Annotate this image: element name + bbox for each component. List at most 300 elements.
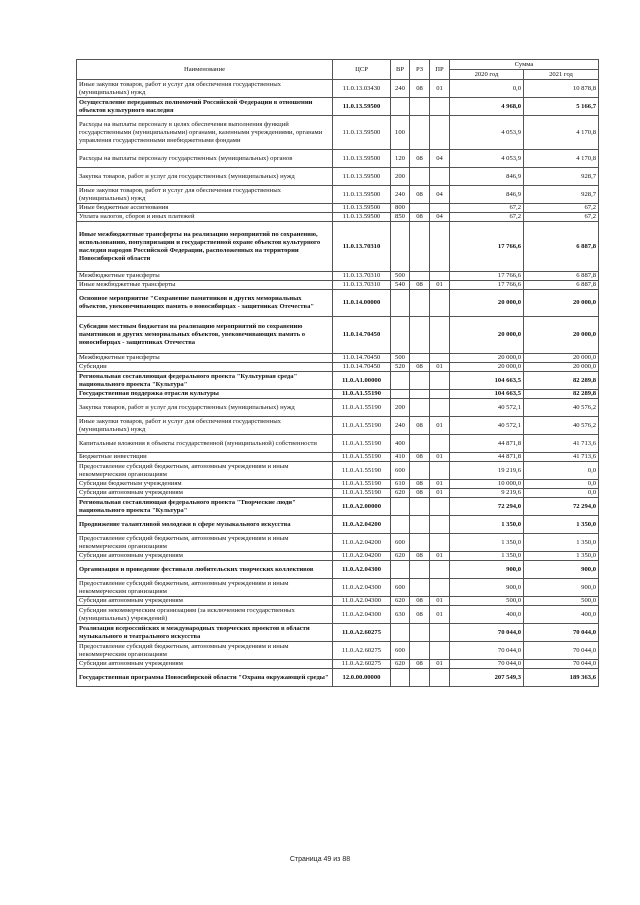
cell-sum-2020: 20 000,0	[450, 317, 524, 354]
cell-rz: 08	[410, 552, 430, 561]
cell-csr: 11.0.A2.60275	[333, 642, 391, 660]
cell-sum-2021: 41 713,6	[524, 453, 599, 462]
cell-sum-2020: 4 053,9	[450, 116, 524, 150]
table-row	[77, 116, 599, 150]
cell-vr: 600	[391, 579, 410, 597]
cell-pr	[430, 168, 450, 186]
cell-pr	[430, 354, 450, 363]
header-sum: Сумма	[450, 60, 599, 70]
cell-rz: 08	[410, 597, 430, 606]
cell-rz	[410, 462, 430, 480]
cell-pr	[430, 435, 450, 453]
cell-rz: 08	[410, 606, 430, 624]
cell-sum-2020: 1 350,0	[450, 552, 524, 561]
cell-sum-2021: 40 576,2	[524, 399, 599, 417]
cell-rz	[410, 116, 430, 150]
cell-pr: 01	[430, 552, 450, 561]
cell-sum-2021: 20 000,0	[524, 354, 599, 363]
cell-pr: 01	[430, 597, 450, 606]
cell-sum-2021: 10 878,8	[524, 80, 599, 98]
table-row	[77, 489, 599, 498]
cell-vr	[391, 317, 410, 354]
cell-csr: 11.0.14.70450	[333, 363, 391, 372]
cell-name: Продвижение талантливой молодежи в сфере музыкального искусства	[77, 516, 333, 534]
cell-name: Субсидии автономным учреждениям	[77, 597, 333, 606]
table-row	[77, 390, 599, 399]
cell-vr: 850	[391, 213, 410, 222]
cell-pr	[430, 642, 450, 660]
cell-sum-2020: 207 549,3	[450, 669, 524, 687]
cell-name: Предоставление субсидий бюджетным, автономным учреждениям и иным некоммерческим организациям	[77, 462, 333, 480]
cell-csr: 11.0.13.59500	[333, 116, 391, 150]
cell-sum-2020: 20 000,0	[450, 290, 524, 317]
cell-sum-2020: 40 572,1	[450, 417, 524, 435]
cell-vr	[391, 98, 410, 116]
cell-pr	[430, 498, 450, 516]
cell-sum-2020: 19 219,6	[450, 462, 524, 480]
table-row	[77, 204, 599, 213]
cell-name: Субсидии	[77, 363, 333, 372]
cell-csr: 11.0.A2.04300	[333, 561, 391, 579]
table-row	[77, 317, 599, 354]
cell-rz	[410, 372, 430, 390]
cell-sum-2020: 72 294,0	[450, 498, 524, 516]
cell-name: Субсидии автономным учреждениям	[77, 552, 333, 561]
cell-csr: 11.0.A2.00000	[333, 498, 391, 516]
cell-vr	[391, 372, 410, 390]
cell-rz: 08	[410, 489, 430, 498]
cell-name: Иные закупки товаров, работ и услуг для обеспечения государственных (муниципальных) нужд	[77, 186, 333, 204]
cell-rz	[410, 222, 430, 272]
cell-sum-2020: 20 000,0	[450, 363, 524, 372]
table-row	[77, 399, 599, 417]
cell-rz	[410, 669, 430, 687]
cell-vr: 620	[391, 660, 410, 669]
table-row	[77, 561, 599, 579]
cell-sum-2021: 0,0	[524, 489, 599, 498]
table-row	[77, 363, 599, 372]
cell-sum-2021: 82 289,8	[524, 372, 599, 390]
table-row	[77, 516, 599, 534]
cell-name: Иные закупки товаров, работ и услуг для обеспечения государственных (муниципальных) нужд	[77, 80, 333, 98]
budget-table	[76, 59, 599, 687]
cell-vr: 600	[391, 462, 410, 480]
table-row	[77, 579, 599, 597]
cell-vr: 540	[391, 281, 410, 290]
cell-sum-2020: 17 766,6	[450, 272, 524, 281]
cell-csr: 11.0.A2.04200	[333, 552, 391, 561]
cell-vr: 200	[391, 399, 410, 417]
cell-pr	[430, 624, 450, 642]
cell-pr	[430, 462, 450, 480]
cell-sum-2020: 846,9	[450, 168, 524, 186]
header-year-2021: 2021 год	[524, 70, 599, 80]
cell-sum-2021: 928,7	[524, 168, 599, 186]
cell-vr	[391, 669, 410, 687]
cell-csr: 11.0.A2.04300	[333, 579, 391, 597]
cell-vr: 630	[391, 606, 410, 624]
cell-rz	[410, 98, 430, 116]
table-row	[77, 624, 599, 642]
cell-sum-2021: 928,7	[524, 186, 599, 204]
cell-name: Государственная программа Новосибирской области "Охрана окружающей среды"	[77, 669, 333, 687]
cell-vr: 240	[391, 417, 410, 435]
cell-csr: 11.0.A1.55190	[333, 489, 391, 498]
header-vr: ВР	[391, 60, 410, 80]
cell-csr: 11.0.A1.55190	[333, 462, 391, 480]
cell-sum-2020: 10 000,0	[450, 480, 524, 489]
cell-rz: 08	[410, 417, 430, 435]
cell-csr: 11.0.13.59500	[333, 186, 391, 204]
cell-sum-2021: 20 000,0	[524, 290, 599, 317]
cell-pr: 01	[430, 480, 450, 489]
cell-sum-2020: 70 044,0	[450, 660, 524, 669]
cell-pr: 01	[430, 80, 450, 98]
cell-csr: 11.0.A2.04200	[333, 534, 391, 552]
cell-sum-2021: 900,0	[524, 579, 599, 597]
cell-csr: 11.0.14.70450	[333, 317, 391, 354]
cell-name: Расходы на выплаты персоналу государственных (муниципальных) органов	[77, 150, 333, 168]
table-row	[77, 534, 599, 552]
cell-vr: 610	[391, 480, 410, 489]
cell-sum-2021: 20 000,0	[524, 363, 599, 372]
table-row	[77, 435, 599, 453]
cell-name: Иные межбюджетные трансферты на реализацию мероприятий по сохранению, использованию, популяризации и государственной охране объектов культурного наследия народов Российской Федерации, расположенных на территории Новосибирской области	[77, 222, 333, 272]
cell-sum-2021: 41 713,6	[524, 435, 599, 453]
cell-sum-2020: 17 766,6	[450, 222, 524, 272]
cell-rz: 08	[410, 453, 430, 462]
cell-pr	[430, 579, 450, 597]
cell-name: Иные бюджетные ассигнования	[77, 204, 333, 213]
cell-csr: 11.0.13.59500	[333, 204, 391, 213]
cell-pr	[430, 222, 450, 272]
cell-sum-2020: 400,0	[450, 606, 524, 624]
cell-pr	[430, 669, 450, 687]
cell-sum-2020: 67,2	[450, 204, 524, 213]
cell-rz	[410, 534, 430, 552]
cell-pr	[430, 561, 450, 579]
cell-pr: 04	[430, 186, 450, 204]
cell-name: Организация и проведение фестиваля любительских творческих коллективов	[77, 561, 333, 579]
cell-sum-2021: 900,0	[524, 561, 599, 579]
table-row	[77, 498, 599, 516]
cell-sum-2020: 104 663,5	[450, 372, 524, 390]
cell-csr: 11.0.13.70310	[333, 222, 391, 272]
table-row	[77, 290, 599, 317]
cell-name: Иные межбюджетные трансферты	[77, 281, 333, 290]
cell-sum-2021: 70 044,0	[524, 660, 599, 669]
cell-vr	[391, 498, 410, 516]
cell-name: Уплата налогов, сборов и иных платежей	[77, 213, 333, 222]
cell-sum-2020: 67,2	[450, 213, 524, 222]
cell-sum-2020: 17 766,6	[450, 281, 524, 290]
cell-sum-2021: 189 363,6	[524, 669, 599, 687]
cell-csr: 11.0.A2.60275	[333, 624, 391, 642]
cell-sum-2021: 6 887,8	[524, 281, 599, 290]
cell-sum-2020: 846,9	[450, 186, 524, 204]
cell-sum-2020: 70 044,0	[450, 624, 524, 642]
cell-vr: 500	[391, 272, 410, 281]
cell-pr: 01	[430, 489, 450, 498]
cell-vr	[391, 561, 410, 579]
table-row	[77, 222, 599, 272]
cell-pr	[430, 516, 450, 534]
cell-rz	[410, 435, 430, 453]
table-row	[77, 213, 599, 222]
cell-vr: 100	[391, 116, 410, 150]
cell-pr	[430, 116, 450, 150]
cell-sum-2021: 1 350,0	[524, 534, 599, 552]
cell-pr	[430, 372, 450, 390]
cell-name: Субсидии местным бюджетам на реализацию мероприятий по сохранению памятников и других мемориальных объектов, увековечивающих память о новосибирцах - защитниках Отечества	[77, 317, 333, 354]
table-row	[77, 606, 599, 624]
table-row	[77, 597, 599, 606]
cell-vr: 620	[391, 552, 410, 561]
cell-csr: 11.0.A1.55190	[333, 399, 391, 417]
cell-rz	[410, 642, 430, 660]
cell-sum-2021: 20 000,0	[524, 317, 599, 354]
cell-csr: 11.0.13.59500	[333, 150, 391, 168]
cell-csr: 11.0.A2.04300	[333, 597, 391, 606]
cell-csr: 11.0.14.70450	[333, 354, 391, 363]
cell-csr: 11.0.A2.60275	[333, 660, 391, 669]
cell-vr: 600	[391, 642, 410, 660]
cell-sum-2020: 900,0	[450, 561, 524, 579]
cell-rz	[410, 498, 430, 516]
table-row	[77, 168, 599, 186]
cell-rz: 08	[410, 186, 430, 204]
cell-vr: 120	[391, 150, 410, 168]
cell-rz: 08	[410, 281, 430, 290]
cell-pr	[430, 317, 450, 354]
cell-sum-2021: 72 294,0	[524, 498, 599, 516]
cell-vr	[391, 624, 410, 642]
cell-pr	[430, 390, 450, 399]
cell-vr: 620	[391, 597, 410, 606]
table-body	[77, 80, 599, 687]
table-row	[77, 354, 599, 363]
cell-rz	[410, 390, 430, 399]
cell-vr	[391, 516, 410, 534]
cell-csr: 11.0.13.70310	[333, 281, 391, 290]
cell-vr: 800	[391, 204, 410, 213]
cell-rz: 08	[410, 80, 430, 98]
cell-sum-2021: 500,0	[524, 597, 599, 606]
table-row	[77, 642, 599, 660]
cell-csr: 11.0.A1.00000	[333, 372, 391, 390]
table-row	[77, 150, 599, 168]
cell-sum-2020: 1 350,0	[450, 516, 524, 534]
table-row	[77, 660, 599, 669]
cell-sum-2021: 67,2	[524, 204, 599, 213]
cell-rz: 08	[410, 150, 430, 168]
cell-csr: 11.0.A1.55190	[333, 390, 391, 399]
cell-csr: 11.0.13.59500	[333, 213, 391, 222]
cell-pr	[430, 399, 450, 417]
cell-name: Реализация всероссийских и международных творческих проектов в области музыкального и театрального искусства	[77, 624, 333, 642]
cell-name: Субсидии бюджетным учреждениям	[77, 480, 333, 489]
cell-sum-2020: 70 044,0	[450, 642, 524, 660]
cell-pr: 01	[430, 660, 450, 669]
table-row	[77, 186, 599, 204]
cell-name: Капитальные вложения в объекты государственной (муниципальной) собственности	[77, 435, 333, 453]
cell-rz	[410, 290, 430, 317]
cell-sum-2020: 500,0	[450, 597, 524, 606]
table-header	[77, 60, 599, 80]
table-row	[77, 417, 599, 435]
cell-sum-2021: 5 166,7	[524, 98, 599, 116]
cell-rz	[410, 516, 430, 534]
header-rz: РЗ	[410, 60, 430, 80]
cell-sum-2020: 1 350,0	[450, 534, 524, 552]
cell-vr: 240	[391, 186, 410, 204]
cell-name: Предоставление субсидий бюджетным, автономным учреждениям и иным некоммерческим организациям	[77, 534, 333, 552]
cell-vr: 200	[391, 168, 410, 186]
cell-sum-2021: 6 887,8	[524, 272, 599, 281]
cell-csr: 11.0.14.00000	[333, 290, 391, 317]
cell-csr: 11.0.A1.55190	[333, 453, 391, 462]
cell-pr	[430, 290, 450, 317]
cell-rz	[410, 624, 430, 642]
table-row	[77, 669, 599, 687]
cell-pr	[430, 534, 450, 552]
cell-sum-2020: 900,0	[450, 579, 524, 597]
cell-name: Субсидии автономным учреждениям	[77, 489, 333, 498]
cell-sum-2021: 1 350,0	[524, 516, 599, 534]
cell-vr	[391, 222, 410, 272]
cell-pr: 04	[430, 213, 450, 222]
cell-sum-2021: 4 170,8	[524, 150, 599, 168]
cell-sum-2020: 20 000,0	[450, 354, 524, 363]
table-row	[77, 552, 599, 561]
cell-sum-2020: 40 572,1	[450, 399, 524, 417]
cell-name: Государственная поддержка отрасли культуры	[77, 390, 333, 399]
table-row	[77, 98, 599, 116]
cell-name: Предоставление субсидий бюджетным, автономным учреждениям и иным некоммерческим организациям	[77, 642, 333, 660]
cell-name: Осуществление переданных полномочий Российской Федерации в отношении объектов культурного наследия	[77, 98, 333, 116]
cell-pr: 01	[430, 281, 450, 290]
cell-rz: 08	[410, 480, 430, 489]
cell-name: Субсидии автономным учреждениям	[77, 660, 333, 669]
cell-rz	[410, 168, 430, 186]
cell-vr	[391, 290, 410, 317]
cell-sum-2021: 67,2	[524, 213, 599, 222]
cell-rz	[410, 272, 430, 281]
cell-csr: 11.0.A1.55190	[333, 480, 391, 489]
cell-pr: 01	[430, 417, 450, 435]
cell-csr: 11.0.13.59500	[333, 98, 391, 116]
cell-sum-2021: 400,0	[524, 606, 599, 624]
cell-sum-2020: 104 663,5	[450, 390, 524, 399]
cell-sum-2021: 4 170,8	[524, 116, 599, 150]
cell-sum-2020: 4 053,9	[450, 150, 524, 168]
header-year-2020: 2020 год	[450, 70, 524, 80]
cell-csr: 11.0.A1.55190	[333, 435, 391, 453]
cell-sum-2020: 4 968,0	[450, 98, 524, 116]
cell-sum-2021: 82 289,8	[524, 390, 599, 399]
cell-name: Бюджетные инвестиции	[77, 453, 333, 462]
table-row	[77, 80, 599, 98]
cell-vr: 400	[391, 435, 410, 453]
cell-sum-2021: 70 044,0	[524, 642, 599, 660]
cell-name: Предоставление субсидий бюджетным, автономным учреждениям и иным некоммерческим организациям	[77, 579, 333, 597]
cell-vr: 500	[391, 354, 410, 363]
cell-sum-2020: 44 871,8	[450, 453, 524, 462]
cell-name: Межбюджетные трансферты	[77, 354, 333, 363]
cell-sum-2021: 70 044,0	[524, 624, 599, 642]
cell-name: Субсидии некоммерческим организациям (за исключением государственных (муниципальных) учреждений)	[77, 606, 333, 624]
cell-pr	[430, 204, 450, 213]
page-number: Страница 49 из 88	[289, 856, 351, 863]
cell-pr: 01	[430, 453, 450, 462]
cell-vr: 520	[391, 363, 410, 372]
cell-sum-2021: 0,0	[524, 480, 599, 489]
cell-rz	[410, 354, 430, 363]
cell-vr: 600	[391, 534, 410, 552]
cell-sum-2021: 0,0	[524, 462, 599, 480]
table-row	[77, 453, 599, 462]
cell-name: Региональная составляющая федерального проекта "Творческие люди" национального проекта "Культура"	[77, 498, 333, 516]
cell-rz: 08	[410, 213, 430, 222]
cell-name: Иные закупки товаров, работ и услуг для обеспечения государственных (муниципальных) нужд	[77, 417, 333, 435]
cell-pr: 01	[430, 363, 450, 372]
cell-vr: 410	[391, 453, 410, 462]
cell-vr: 240	[391, 80, 410, 98]
cell-name: Закупка товаров, работ и услуг для государственных (муниципальных) нужд	[77, 168, 333, 186]
cell-csr: 11.0.A2.04300	[333, 606, 391, 624]
cell-name: Основное мероприятие "Сохранение памятников и других мемориальных объектов, увековечивающих память о новосибирцах - защитниках Отечества"	[77, 290, 333, 317]
cell-pr	[430, 272, 450, 281]
cell-name: Расходы на выплаты персоналу в целях обеспечения выполнения функций государственными (муниципальными) органами, казенными учреждениями, органами управления государственными внебюджетными фондами	[77, 116, 333, 150]
cell-csr: 11.0.13.70310	[333, 272, 391, 281]
cell-name: Закупка товаров, работ и услуг для государственных (муниципальных) нужд	[77, 399, 333, 417]
cell-name: Межбюджетные трансферты	[77, 272, 333, 281]
header-pr: ПР	[430, 60, 450, 80]
cell-vr: 620	[391, 489, 410, 498]
header-csr: ЦСР	[333, 60, 391, 80]
cell-rz: 08	[410, 363, 430, 372]
cell-pr	[430, 98, 450, 116]
cell-pr: 01	[430, 606, 450, 624]
cell-csr: 12.0.00.00000	[333, 669, 391, 687]
cell-sum-2021: 40 576,2	[524, 417, 599, 435]
cell-rz	[410, 579, 430, 597]
cell-rz	[410, 561, 430, 579]
header-name: Наименование	[77, 60, 333, 80]
cell-rz: 08	[410, 660, 430, 669]
cell-rz	[410, 399, 430, 417]
cell-rz	[410, 204, 430, 213]
cell-csr: 11.0.13.03430	[333, 80, 391, 98]
table-row	[77, 480, 599, 489]
table-row	[77, 272, 599, 281]
cell-sum-2020: 9 219,6	[450, 489, 524, 498]
cell-sum-2021: 6 887,8	[524, 222, 599, 272]
cell-name: Региональная составляющая федерального проекта "Культурная среда" национального проекта "Культура"	[77, 372, 333, 390]
table-row	[77, 372, 599, 390]
cell-pr: 04	[430, 150, 450, 168]
table-row	[77, 462, 599, 480]
table-row	[77, 281, 599, 290]
cell-csr: 11.0.A2.04200	[333, 516, 391, 534]
cell-vr	[391, 390, 410, 399]
cell-sum-2020: 44 871,8	[450, 435, 524, 453]
cell-sum-2020: 0,0	[450, 80, 524, 98]
cell-rz	[410, 317, 430, 354]
cell-csr: 11.0.13.59500	[333, 168, 391, 186]
cell-sum-2021: 1 350,0	[524, 552, 599, 561]
cell-csr: 11.0.A1.55190	[333, 417, 391, 435]
